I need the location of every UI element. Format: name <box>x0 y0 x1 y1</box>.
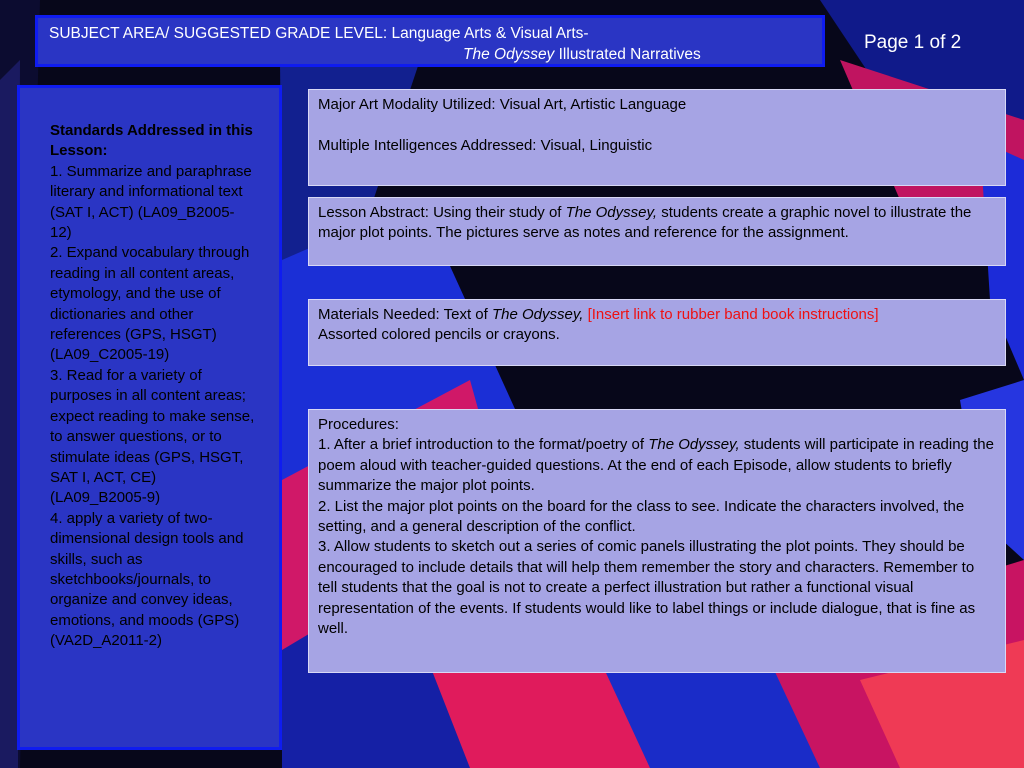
procedures-heading: Procedures: <box>318 416 399 433</box>
abstract-suffix: students create a graphic novel to illustrate the major plot points. The pictures serve as notes and reference for the assignment. <box>318 204 972 242</box>
subject-grade-line: SUBJECT AREA/ SUGGESTED GRADE LEVEL: Language Arts & Visual Arts- <box>49 25 589 42</box>
lesson-abstract <box>318 203 996 244</box>
materials-odyssey-title: The Odyssey, <box>491 306 584 323</box>
odyssey-title: The Odyssey <box>463 46 555 63</box>
step1-prefix: 1. After a brief introduction to the format/poetry of <box>318 436 649 454</box>
rubber-band-book-link[interactable]: [Insert link to rubber band book instructions] <box>587 306 879 323</box>
lesson-title-rest: Illustrated Narratives <box>554 46 701 63</box>
abstract-odyssey-title: The Odyssey, <box>565 204 658 221</box>
step1-suffix: students will participate in reading the poem aloud with teacher-guided questions. At the end of each Episode, allow students to briefly summarize the major plot points. <box>318 436 994 495</box>
procedures-box <box>308 409 1006 673</box>
standards-text <box>50 121 255 652</box>
procedure-step-2: 2. List the major plot points on the board for the class to see. Indicate the characters involved, the setting, and a general description of the conflict. <box>318 497 965 536</box>
materials-line-2: Assorted colored pencils or crayons. <box>318 326 560 344</box>
lesson-abstract-box <box>308 197 1006 266</box>
standard-item: 4. apply a variety of two-dimensional design tools and skills, such as sketchbooks/journals, to organize and convey ideas, emotions, and moods (GPS) (VA2D_A2011-2) <box>50 509 244 650</box>
page-indicator: Page 1 of 2 <box>864 32 962 53</box>
standard-item: 1. Summarize and paraphrase literary and informational text (SAT I, ACT) (LA09_B2005-12) <box>50 162 252 242</box>
abstract-prefix: Lesson Abstract: Using their study of <box>318 204 566 221</box>
standard-item: 3. Read for a variety of purposes in all content areas; expect reading to make sense, to answer questions, or to stimulate ideas (GPS, HSGT, SAT I, ACT, CE) (LA09_B2005-9) <box>50 366 255 507</box>
procedure-step-3: 3. Allow students to sketch out a series of comic panels illustrating the plot points. They should be encouraged to include details that will help them remember the story and characters. Remember to tell students that the goal is not to create a perfect illustration but rather a functional visual representation of the events. If students would like to label things or include dialogue, that is fine as well. <box>318 538 976 638</box>
materials-box <box>308 299 1006 366</box>
materials-line <box>318 305 996 325</box>
materials-prefix: Materials Needed: Text of <box>318 306 492 323</box>
lesson-title-line <box>463 45 701 65</box>
step1-odyssey-title: The Odyssey, <box>648 436 740 454</box>
art-modality: Major Art Modality Utilized: Visual Art, Artistic Language <box>318 96 687 113</box>
standards-panel <box>17 85 282 750</box>
procedure-step-1 <box>318 435 996 496</box>
subject-header <box>35 15 825 67</box>
modality-box <box>308 89 1006 186</box>
standard-item: 2. Expand vocabulary through reading in all content areas, etymology, and the use of dictionaries and other references (GPS, HSGT) (LA09_C2005-19) <box>50 244 250 364</box>
standards-title: Standards Addressed in this Lesson: <box>50 122 253 160</box>
multiple-intelligences: Multiple Intelligences Addressed: Visual, Linguistic <box>318 136 653 154</box>
